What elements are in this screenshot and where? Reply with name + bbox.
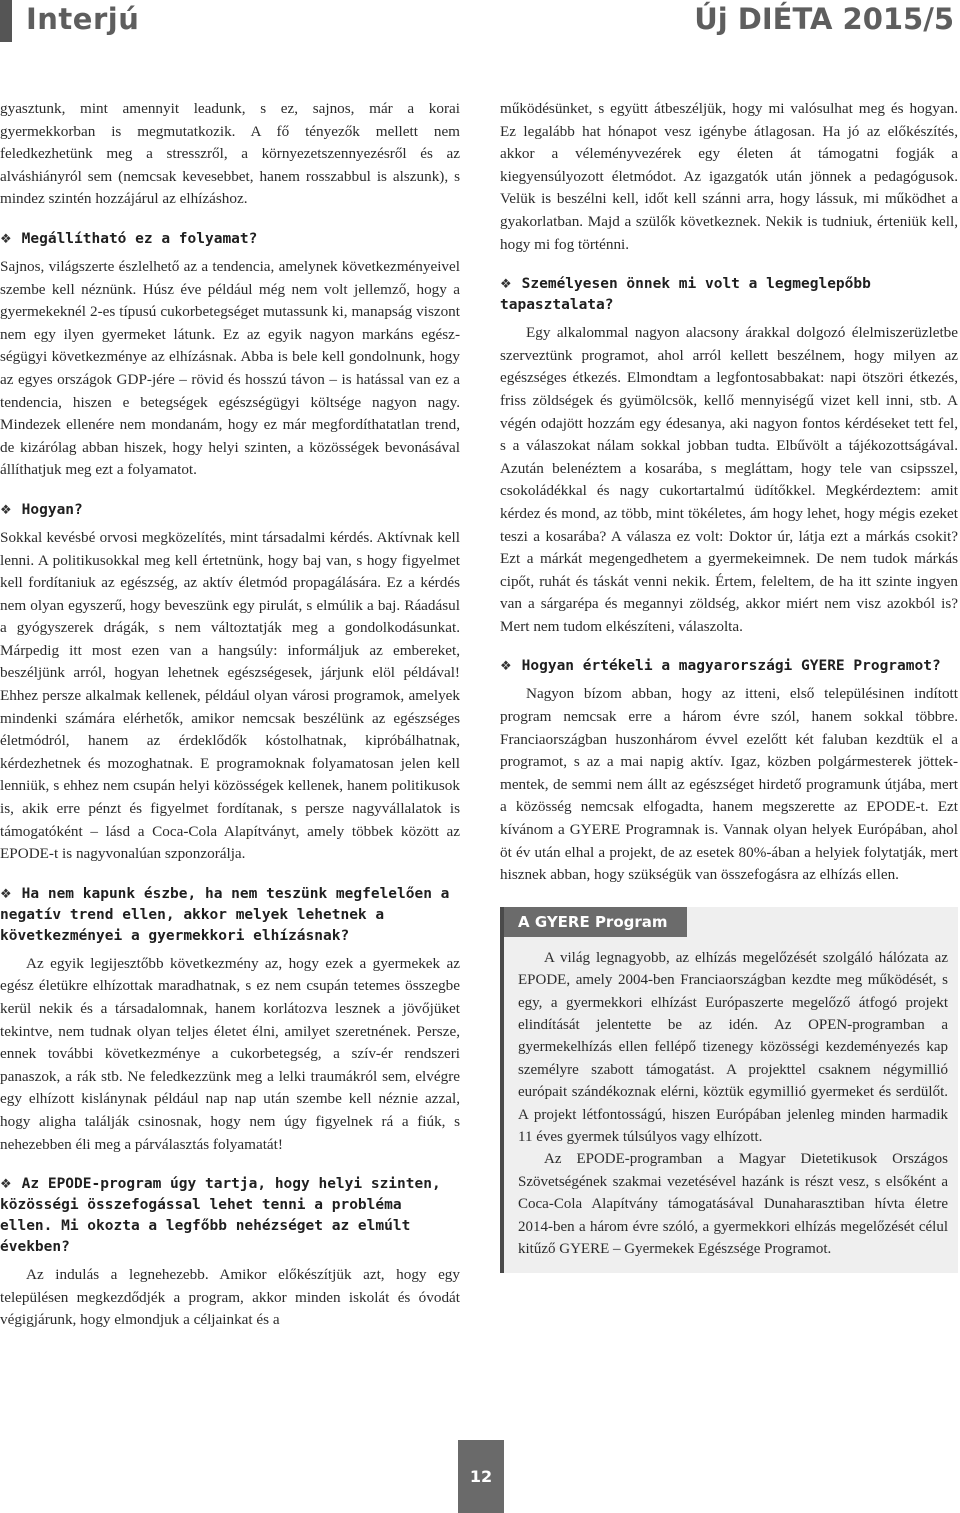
- diamond-bullet-icon: ❖: [0, 886, 12, 902]
- interview-question: [0, 884, 460, 947]
- left-column: [0, 98, 460, 1332]
- diamond-bullet-icon: ❖: [0, 231, 12, 247]
- infobox-title: A GYERE Program: [504, 907, 687, 937]
- interview-question: [0, 500, 460, 521]
- paragraph: Nagyon bízom abban, hogy az itteni, első településinen indított program nemcsak erre a három évre szól, hanem sokkal többre. Franciaországban huszonhárom évvel ezelőtt két faluban kezdtük el a programot, s az a mai napig aktív. Igaz, közben polgármesterek jöttek-mentek, de semmi nem állt az egészséget hirdető programunk útjába, mert a közösség nemcsak elfogadta, hanem megszerette az EPODE-t. Ezt kívánom a GYERE Programnak is. Vannak olyan helyek Európában, ahol öt év után elhal a projekt, de az esetek 80%-ában a helyiek folytatják, mert hisznek abban, hogy szükségük van összefogásra az elhízás ellen.: [500, 685, 958, 884]
- magazine-issue-title: Új DIÉTA 2015/5: [694, 2, 954, 36]
- infobox-paragraph: A világ legnagyobb, az elhízás megelőzését szolgáló hálózata az EPODE, amely 2004-ben Franciaországban kezdte meg működését, s egy, a gyermekkori elhízást Európaszerte megelőző átfogó projekt elindítását jelentette be az idén. Az OPEN-programban a gyermekelhízás ellen fellépő tizenegy közösségi kezdeményezés kap személyre szabott támogatást. A projekttel csaknem négymillió európait szándékoznak elérni, köztük egymillió gyermeket és serdülőt. A projekt létfontosságú, hiszen Európában jelenleg minden harmadik 11 éves gyermek túlsúlyos vagy elhízott.: [518, 949, 948, 1146]
- question-text: Hogyan?: [21, 501, 83, 518]
- paragraph: Sajnos, világszerte észlelhető az a tendencia, amelynek következményeivel szembe kell néznünk. Húsz éve például még nem volt jellemző, hogy a gyermekeknél 2-es típusú cukorbetegséget mutassunk ki, manapság viszont nem egy ilyen gyermeket látunk. Ez az egyik nagyon markáns egészségügyi következménye az elhízásnak. Abba is bele kell gondolnunk, hogy az egyes országok GDP-jére – rövid és hosszú távon – is hatással van ez a tendencia, hiszen e betegségek egészségügyi költsége nagyon nagy. Mindezek ellenére nem mondanám, hogy ez már megfordíthatatlan trend, de kizárólag abban hiszek, hogy helyi szinten, a közösségek bevonásával állíthatjuk meg ezt a folyamatot.: [0, 257, 460, 479]
- diamond-bullet-icon: ❖: [500, 659, 512, 675]
- question-text: Ha nem kapunk észbe, ha nem teszünk megfelelően a negatív trend ellen, akkor melyek lehetnek a következményei a gyermekkori elhízásnak?: [0, 885, 450, 944]
- paragraph: Az egyik legijesztőbb következmény az, hogy ezek a gyermekek az egész életükre elhízottak maradhatnak, s ez nem csupán tetemes összegbe kerül nekik és a társadalomnak, hanem korlátozva lesznek a jövőjüket tekintve, nem tudnak olyan teljes életet élni, amilyet szeretnének. Persze, ennek további következménye a cukorbetegség, a szív-ér rendszeri panaszok, a rák stb. Ne feledkezzünk meg a lelki traumákról sem, elvégre egy elhízott kislánynak például nap nap után szembe kell néznie azzal, hogy aligha találják csinosnak, hogy nem úgy figyelnek rá a fiúk, s nehezebben éli meg a párválasztás folyamatát!: [0, 954, 460, 1153]
- sidebar-infobox: [500, 907, 958, 1273]
- diamond-bullet-icon: ❖: [0, 1177, 12, 1193]
- paragraph: Sokkal kevésbé orvosi megközelítés, mint társadalmi kérdés. Aktívnak kell lenni. A politikusokkal meg kell értetnünk, hogy baj van, s hogy figyelmet kell fordítaniuk az egészség, az aktív életmód propagálására. Ez a kérdés nem olyan egyszerű, hogy beveszünk egy pirulát, s elmúlik a baj. Ráadásul a gyógyszerek drágák, s nem változtatják meg a gondolkodásunkat. Márpedig itt most ezen van a hangsúly: informáljuk az embereket, beszéljünk arról, hogyan lehetnek egészségesek, járjunk elöl példával! Ehhez persze alkalmak kellenek, például olyan városi programok, amelyek mindenki számára elérhetők, amikor nemcsak beszélünk az egészséges életmódról, hanem az érdeklődők kóstolhatnak, kipróbálhatnak, kérdezhetnek és mozoghatnak. E programoknak folyamatosan jelen kell lenniük, s ehhez nem csupán helyi közösségek kellenek, hanem politikusok is, akik erre pénzt és figyelmet fordítanak, s persze nagyvállalatok is támogatóként – lásd a Coca-Cola Alapítványt, amely többek között az EPODE-t is nagyvonalúan szponzorálja.: [0, 528, 460, 863]
- paragraph: működésünket, s együtt átbeszéljük, hogy mi valósulhat meg és hogyan. Ez legalább hat hónapot vesz igénybe átlagosan. Ha jó az előkészítés, akkor a véleményvezérek egy életen át támogatni fogják a kiegyensúlyozott életmódot. Az igazgatók után jönnek a pedagógusok. Velük is beszélni kell, időt kell szánni arra, hogy lássuk, mi működhet a gyakorlatban. Majd a szülők következnek. Nekik is tudniuk, érteniük kell, hogy mi fog történni.: [500, 100, 958, 253]
- interview-question: [0, 229, 460, 250]
- paragraph: Egy alkalommal nagyon alacsony árakkal dolgozó élelmiszerüzletbe szerveztünk programot, ahol arról kellett beszélnem, hogy milyen az egészséges étkezés. Elmondtam a legfontosabbakat: napi ötszöri étkezés, friss zöldségek és gyümölcsök, kellő mennyiségű vizet kell inni, stb. A végén odajött hozzám egy édesanya, aki nagyon fontos kérdéseket tett fel, s a válaszokat nálam sokkal jobban tudta. Elbűvölt a tájékozottságával. Azután belenéztem a kosarába, s megláttam, hogy tele van csipsszel, csokoládékkal és nagy cukortartalmú üdítőkkel. Megkérdeztem: amit kérdez és mond, az több, mint tökéletes, ám hogy lehet, hogy mégis ezeket teszi a kosarába? A válasza ez volt: Doktor úr, látja ezt a márkás csokit? Ezt a márkát megengedhetem a gyermekeimnek. De nem tudok márkás cipőt, ruhát és táskát venni nekik. Értem, feleltem, de ha itt szinte ingyen van a sárgarépa és megannyi zöldség, akkor miért nem visz azokból is? Mert nem tudom elkészíteni, válaszolta.: [500, 324, 958, 635]
- page-header: [0, 0, 960, 50]
- question-text: Megállítható ez a folyamat?: [21, 230, 258, 247]
- interview-question: [0, 1174, 460, 1258]
- page-number: 12: [458, 1440, 504, 1513]
- question-text: Az EPODE-program úgy tartja, hogy helyi szinten, közösségi összefogással lehet tenni a probléma ellen. Mi okozta a legfőbb nehézséget az elmúlt években?: [0, 1176, 441, 1256]
- infobox-paragraph: Az EPODE-programban a Magyar Dietetikusok Országos Szövetségének szakmai vezetésével hazánk is részt vesz, s elsőként a Coca-Cola Alapítvány támogatásával Dunaharasztiban hívta életre 2014-ben a három évre szóló, a gyermekkori elhízás megelőzését célul kitűző GYERE – Gyermekek Egészsége Programot.: [518, 1151, 948, 1258]
- question-text: Hogyan értékeli a magyarországi GYERE Programot?: [521, 658, 941, 675]
- section-title: Interjú: [26, 2, 140, 36]
- header-accent-bar: [0, 0, 12, 42]
- right-column: [500, 98, 958, 1273]
- diamond-bullet-icon: ❖: [500, 277, 512, 293]
- question-text: Személyesen önnek mi volt a legmeglepőbb tapasztalata?: [500, 276, 871, 314]
- interview-question: [500, 656, 958, 677]
- paragraph: gyasztunk, mint amennyit leadunk, s ez, sajnos, már a korai gyermekkorban is megmutatkozik. A fő tényezők mellett nem feledkezhetünk meg a stresszről, a környezetszennyezésről és az alváshiányról sem (nemcsak kevesebbet, hanem rosszabbul is alszunk), s mindez szintén hozzájárul az elhízáshoz.: [0, 100, 460, 208]
- paragraph: Az indulás a legnehezebb. Amikor előkészítjük azt, hogy egy településen megkezdődjék a program, akkor minden iskolát és óvodát végigjárunk, hogy elmondjuk a céljainkat és a: [0, 1266, 460, 1329]
- diamond-bullet-icon: ❖: [0, 502, 12, 518]
- interview-question: [500, 274, 958, 316]
